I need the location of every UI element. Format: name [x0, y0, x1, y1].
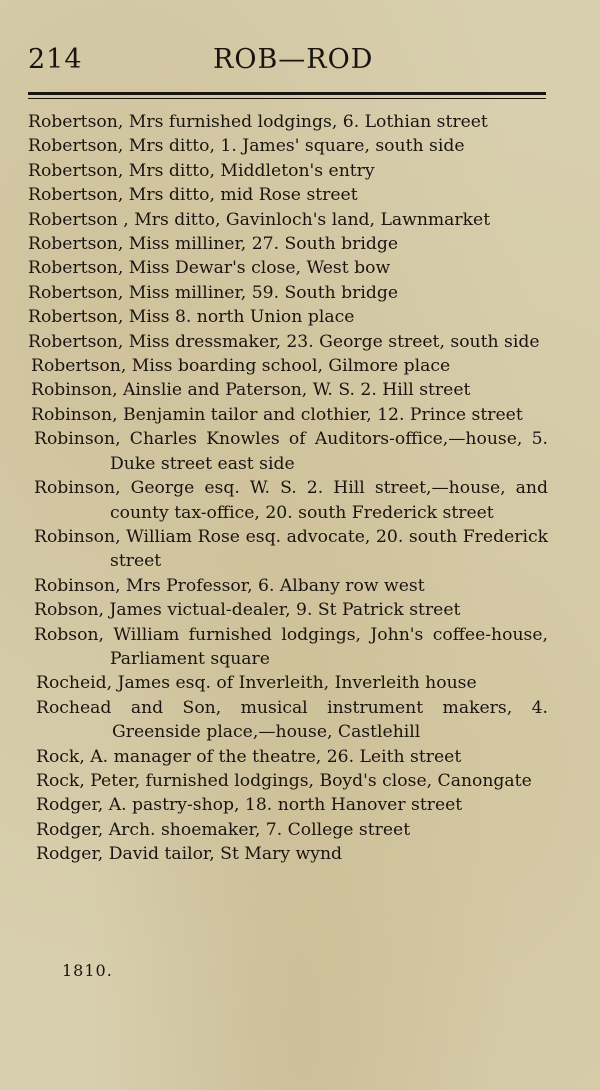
directory-entry: Robertson, Miss boarding school, Gilmore place — [31, 356, 451, 377]
signature-mark: 1810. — [62, 961, 113, 980]
directory-entry: Robinson, Charles Knowles of Auditors-office,—house, 5. Duke street east side — [34, 429, 548, 474]
directory-entry: Robinson, Benjamin tailor and clothier, 12. Prince street — [31, 404, 523, 425]
header-rule-thin — [28, 98, 546, 99]
page-number: 214 — [28, 44, 83, 75]
page-header — [28, 38, 542, 78]
directory-entry: Robertson, Miss 8. north Union place — [28, 307, 355, 328]
directory-entry: Robson, James victual-dealer, 9. St Patrick street — [34, 600, 461, 621]
running-head: ROB—ROD — [213, 44, 374, 75]
directory-entry: Rodger, David tailor, St Mary wynd — [36, 844, 343, 865]
directory-entry: Robertson , Mrs ditto, Gavinloch's land, Lawnmarket — [28, 209, 491, 230]
directory-entry: Rodger, Arch. shoemaker, 7. College street — [36, 819, 411, 840]
directory-entry: Robertson, Miss Dewar's close, West bow — [28, 258, 391, 279]
directory-entry: Robertson, Mrs ditto, mid Rose street — [28, 185, 358, 206]
directory-entry: Rock, Peter, furnished lodgings, Boyd's close, Canongate — [36, 770, 532, 791]
directory-entry: Robson, William furnished lodgings, John's coffee-house, Parliament square — [34, 624, 548, 669]
directory-entry: Robertson, Mrs ditto, Middleton's entry — [28, 160, 375, 181]
directory-entry: Rodger, A. pastry-shop, 18. north Hanover street — [36, 795, 463, 816]
header-rule-thick — [28, 92, 546, 95]
directory-entry: Rocheid, James esq. of Inverleith, Inverleith house — [36, 673, 477, 694]
directory-entry: Rochead and Son, musical instrument makers, 4. Greenside place,—house, Castlehill — [36, 697, 548, 743]
directory-entry: Robertson, Mrs furnished lodgings, 6. Lothian street — [28, 112, 488, 132]
directory-entry: Robertson, Miss milliner, 59. South bridge — [28, 282, 399, 303]
directory-entry: Robertson, Miss dressmaker, 23. George street, south side — [28, 331, 540, 352]
directory-entry: Robinson, William Rose esq. advocate, 20. south Frederick street — [34, 526, 548, 572]
directory-entry: Robinson, George esq. W. S. 2. Hill street,—house, and county tax-office, 20. south Frederick street — [34, 478, 548, 523]
directory-entry: Robertson, Mrs ditto, 1. James' square, south side — [28, 136, 465, 157]
directory-entries — [28, 110, 548, 867]
directory-entry: Robinson, Ainslie and Paterson, W. S. 2. Hill street — [31, 380, 471, 401]
directory-entry: Robinson, Mrs Professor, 6. Albany row west — [34, 575, 425, 596]
directory-entry: Rock, A. manager of the theatre, 26. Leith street — [36, 746, 462, 767]
directory-entry: Robertson, Miss milliner, 27. South bridge — [28, 234, 399, 255]
